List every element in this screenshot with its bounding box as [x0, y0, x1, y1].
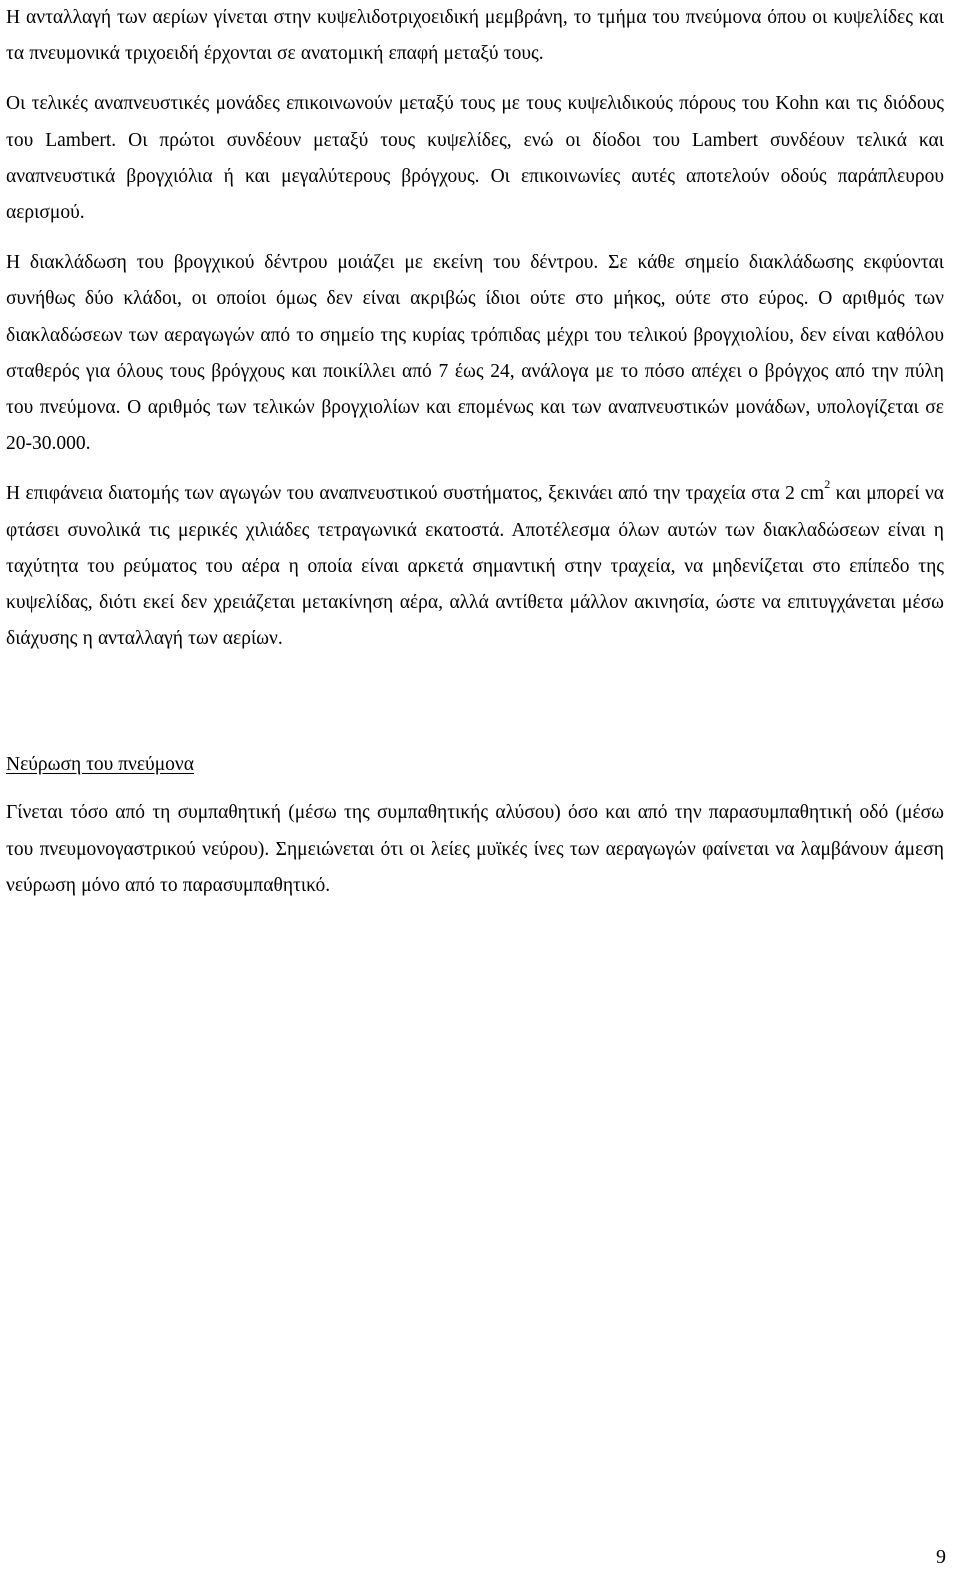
paragraph-alveolar-pores: Οι τελικές αναπνευστικές μονάδες επικοινωνούν μεταξύ τους με τους κυψελιδικούς πόρους του Kohn και τις διόδους του Lambert. Οι πρώτοι συνδέουν μεταξύ τους κυψελίδες, ενώ οι δίοδοι του Lambert συνδέουν τελικά και αναπνευστικά βρογχιόλια ή και μεγαλύτερους βρόγχους. Οι επικοινωνίες αυτές αποτελούν οδούς παράπλευρου αερισμού.	[6, 93, 944, 224]
paragraph-bronchial-branching: Η διακλάδωση του βρογχικού δέντρου μοιάζει με εκείνη του δέντρου. Σε κάθε σημείο διακλάδωσης εκφύονται συνήθως δύο κλάδοι, οι οποίοι όμως δεν είναι ακριβώς ίδιοι ούτε στο μήκος, ούτε στο εύρος. Ο αριθμός των διακλαδώσεων των αεραγωγών από το σημείο της κυρίας τρόπιδας μέχρι του τελικού βρογχιολίου, δεν είναι καθόλου σταθερός για όλους τους βρόγχους και ποικίλλει από 7 έως 24, ανάλογα με το πόσο απέχει ο βρόγχος από την πύλη του πνεύμονα. Ο αριθμός των τελικών βρογχιολίων και επομένως και των αναπνευστικών μονάδων, υπολογίζεται σε 20-30.000.	[6, 252, 944, 455]
page-number: 9	[936, 1546, 946, 1568]
paragraph-innervation: Γίνεται τόσο από τη συμπαθητική (μέσω της συμπαθητικής αλύσου) όσο και από την παρασυμπαθητική οδό (μέσω του πνευμονογαστρικού νεύρου). Σημειώνεται ότι οι λείες μυϊκές ίνες των αεραγωγών φαίνεται να λαμβάνουν άμεση νεύρωση μόνο από το παρασυμπαθητικό.	[6, 802, 944, 896]
superscript-squared: 2	[824, 477, 831, 492]
paragraph-cross-section	[6, 476, 944, 657]
section-heading-lung-innervation: Νεύρωση του πνεύμονα	[6, 754, 194, 776]
document-page	[6, 0, 944, 904]
cross-section-text-start: Η επιφάνεια διατομής των αγωγών του αναπνευστικού συστήματος, ξεκινάει από την τραχεία στα 2 cm	[6, 483, 825, 505]
paragraph-gas-exchange: Η ανταλλαγή των αερίων γίνεται στην κυψελιδοτριχοειδική μεμβράνη, το τμήμα του πνεύμονα όπου οι κυψελίδες και τα πνευμονικά τριχοειδή έρχονται σε ανατομική επαφή μεταξύ τους.	[6, 7, 944, 65]
cross-section-text-end: και μπορεί να φτάσει συνολικά τις μερικές χιλιάδες τετραγωνικά εκατοστά. Αποτέλεσμα όλων αυτών των διακλαδώσεων είναι η ταχύτητα του ρεύματος του αέρα η οποία είναι αρκετά σημαντική στην τραχεία, να μηδενίζεται στο επίπεδο της κυψελίδας, διότι εκεί δεν χρειάζεται μετακίνηση αέρα, αλλά αντίθετα μάλλον ακινησία, ώστε να επιτυγχάνεται μέσω διάχυσης η ανταλλαγή των αερίων.	[6, 483, 944, 650]
